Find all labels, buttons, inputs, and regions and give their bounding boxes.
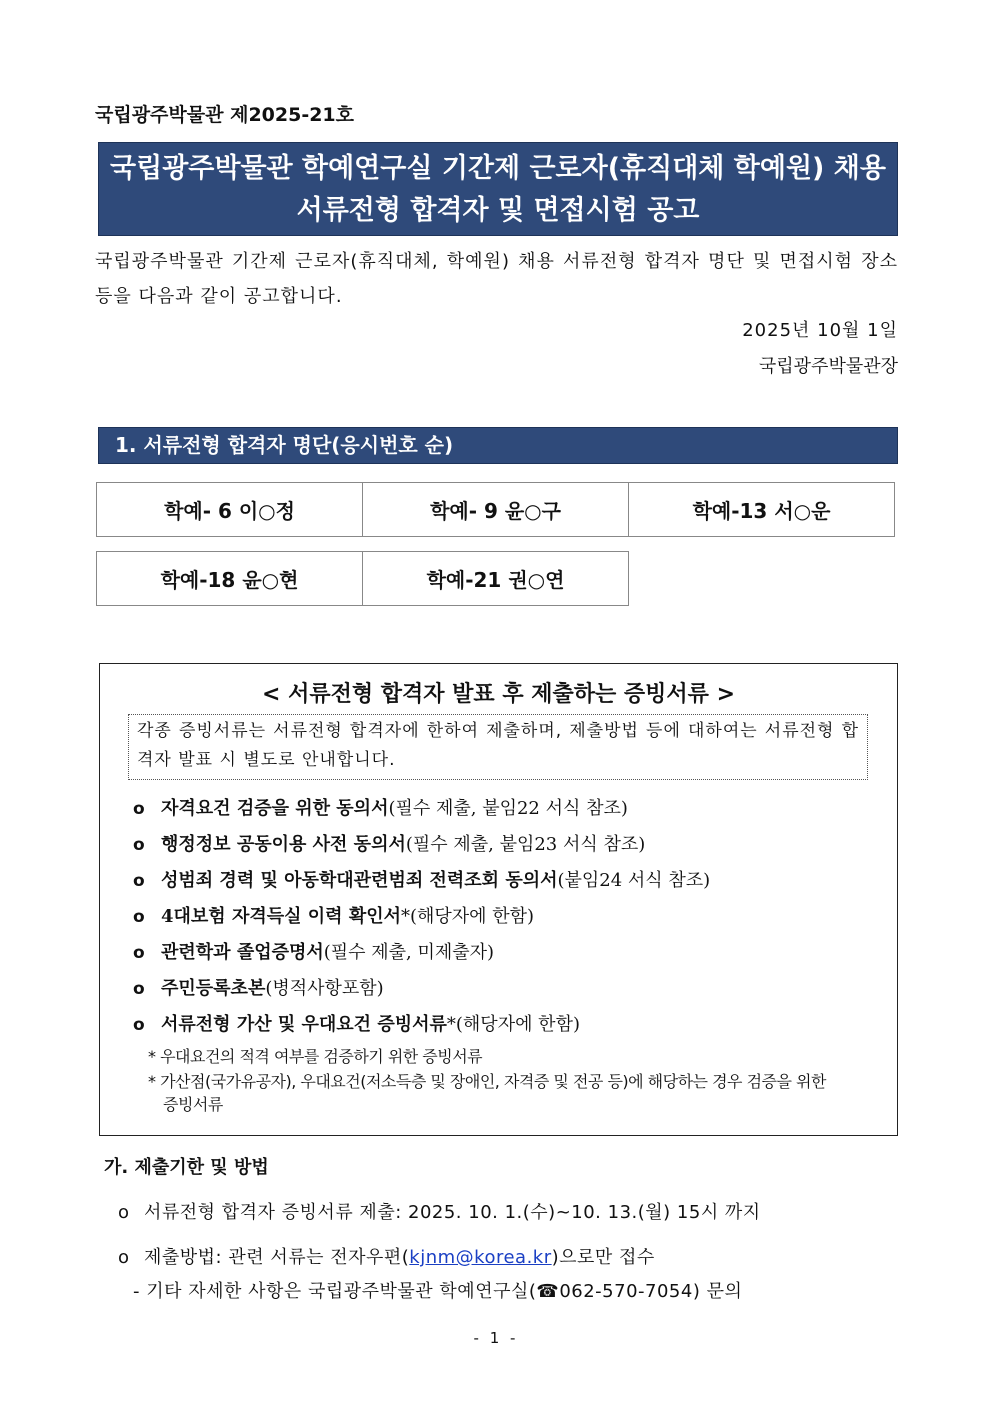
- title-line-2: 서류전형 합격자 및 면접시험 공고: [296, 195, 700, 226]
- document-name: 주민등록초본: [161, 978, 266, 999]
- document-item: [133, 865, 893, 901]
- document-item: [133, 793, 893, 829]
- passer-cell: 학예- 9 윤○구: [363, 483, 629, 537]
- passer-cell: 학예-21 권○연: [363, 552, 629, 606]
- passer-cell: 학예- 6 이○정: [97, 483, 363, 537]
- page-number: - 1 -: [473, 1329, 519, 1347]
- method-prefix: 제출방법: 관련 서류는 전자우편(: [144, 1247, 410, 1268]
- deadline-line: [118, 1198, 761, 1224]
- document-item: [133, 937, 893, 973]
- passers-table-row-2: [96, 551, 629, 606]
- document-name: 행정정보 공동이용 사전 동의서: [161, 834, 406, 855]
- document-name: 관련학과 졸업증명서: [161, 942, 324, 963]
- method-line: [118, 1243, 655, 1269]
- deadline-text: 서류전형 합격자 증빙서류 제출: 2025. 10. 1.(수)~10. 13.(월) 15시 까지: [144, 1202, 761, 1223]
- document-name: 서류전형 가산 및 우대요건 증빙서류: [161, 1014, 447, 1035]
- announcement-title-box: [98, 142, 898, 236]
- bullet-marker: o: [133, 871, 145, 891]
- document-number: 국립광주박물관 제2025-21호: [95, 104, 355, 126]
- bullet-marker: o: [118, 1202, 130, 1223]
- document-name: 4대보험 자격득실 이력 확인서: [161, 906, 401, 927]
- intro-paragraph: 국립광주박물관 기간제 근로자(휴직대체, 학예원) 채용 서류전형 합격자 명단 및 면접시험 장소 등을 다음과 같이 공고합니다.: [95, 251, 898, 307]
- document-note: *(해당자에 한함): [446, 1014, 580, 1035]
- document-item: [133, 829, 893, 865]
- documents-notice: 각종 증빙서류는 서류전형 합격자에 한하여 제출하며, 제출방법 등에 대하여는 서류전형 합격자 발표 시 별도로 안내합니다.: [128, 714, 868, 780]
- email-link[interactable]: kjnm@korea.kr: [409, 1247, 552, 1268]
- passers-table-row-1: [96, 482, 895, 537]
- documents-box-title: < 서류전형 합격자 발표 후 제출하는 증빙서류 >: [261, 682, 736, 707]
- document-note: (필수 제출, 붙임23 서식 참조): [405, 834, 646, 855]
- bullet-marker: o: [133, 1015, 145, 1035]
- document-note: (필수 제출, 미제출자): [323, 942, 495, 963]
- footnote-2: * 가산점(국가유공자), 우대요건(저소득층 및 장애인, 자격증 및 전공 등)에 해당하는 경우 검증을 위한: [148, 1072, 826, 1091]
- documents-list: [133, 793, 893, 1045]
- document-note: *(해당자에 한함): [400, 906, 535, 927]
- subsection-heading: 가. 제출기한 및 방법: [104, 1157, 269, 1178]
- document-name: 성범죄 경력 및 아동학대관련범죄 전력조회 동의서: [161, 870, 558, 891]
- document-item: [133, 1009, 893, 1045]
- contact-phone: 062-570-7054) 문의: [559, 1281, 743, 1302]
- document-note: (필수 제출, 붙임22 서식 참조): [388, 798, 628, 819]
- bullet-marker: o: [133, 835, 145, 855]
- method-suffix: )으로만 접수: [551, 1247, 655, 1268]
- passer-cell: 학예-13 서○운: [629, 483, 895, 537]
- issuer-name: 국립광주박물관장: [758, 356, 898, 377]
- document-item: [133, 901, 893, 937]
- announcement-date: 2025년 10월 1일: [742, 320, 898, 341]
- bullet-marker: o: [133, 979, 145, 999]
- document-note: (병적사항포함): [265, 978, 384, 999]
- contact-line: [133, 1277, 742, 1303]
- title-line-1: 국립광주박물관 학예연구실 기간제 근로자(휴직대체 학예원) 채용: [110, 153, 886, 184]
- passer-cell: 학예-18 윤○현: [97, 552, 363, 606]
- document-item: [133, 973, 893, 1009]
- bullet-marker: o: [133, 799, 145, 819]
- footnote-2-cont: 증빙서류: [163, 1095, 223, 1114]
- document-name: 자격요건 검증을 위한 동의서: [161, 798, 389, 819]
- phone-icon: ☎: [536, 1281, 560, 1302]
- bullet-marker: o: [118, 1247, 130, 1268]
- document-note: (붙임24 서식 참조): [557, 870, 711, 891]
- bullet-marker: o: [133, 907, 145, 927]
- bullet-marker: o: [133, 943, 145, 963]
- contact-prefix: - 기타 자세한 사항은 국립광주박물관 학예연구실(: [133, 1281, 537, 1302]
- footnote-1: * 우대요건의 적격 여부를 검증하기 위한 증빙서류: [148, 1047, 483, 1066]
- section-1-header: 1. 서류전형 합격자 명단(응시번호 순): [98, 427, 898, 464]
